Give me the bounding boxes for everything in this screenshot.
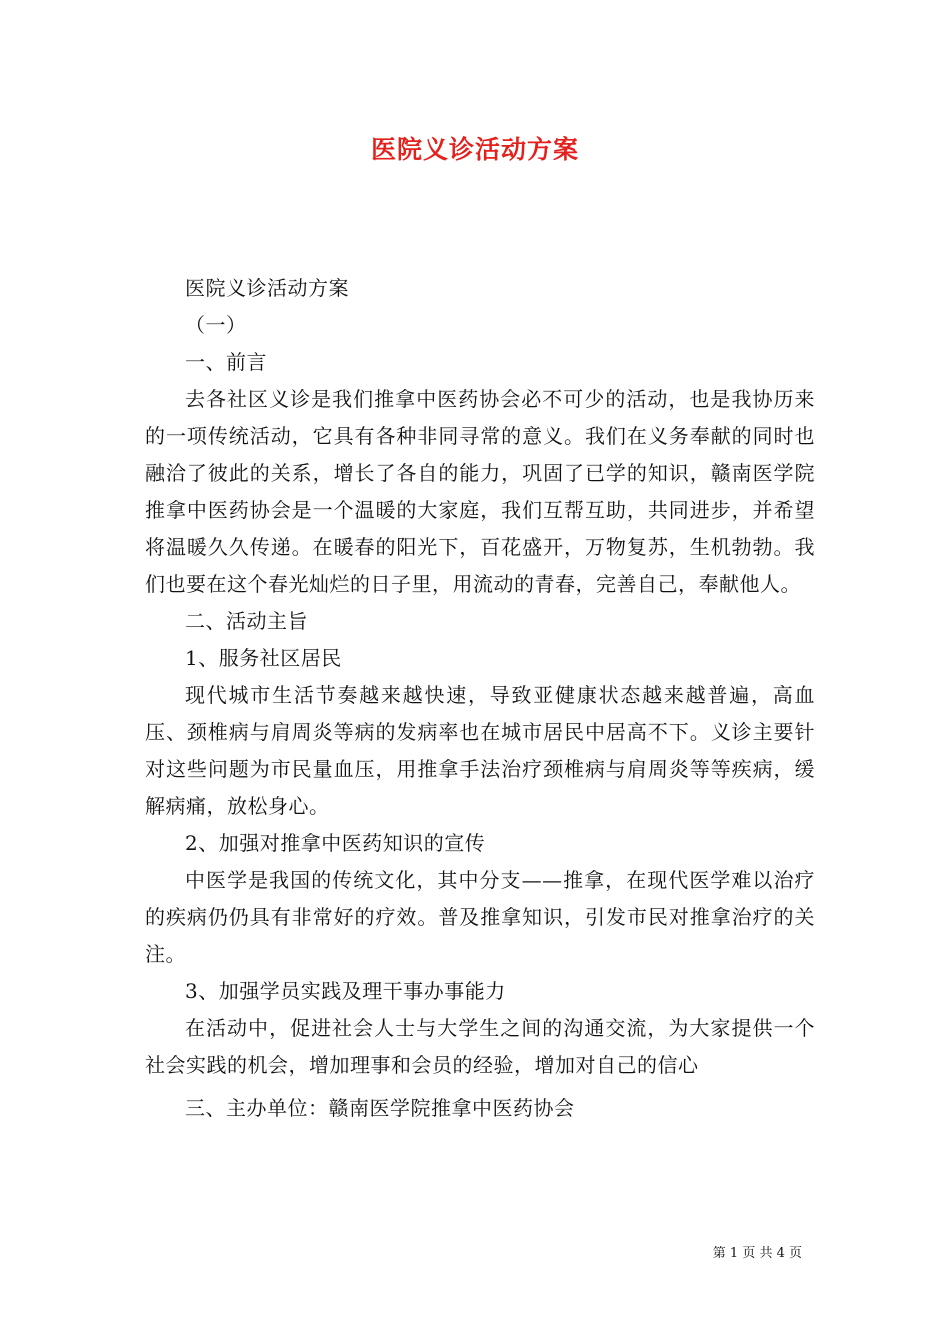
document-title: 医院义诊活动方案 <box>370 135 579 164</box>
section-heading-preface: 一、前言 <box>185 350 267 374</box>
subheading-practice-ability: 3、加强学员实践及理干事办事能力 <box>185 979 506 1003</box>
paragraph-serve-community: 现代城市生活节奏越来越快速，导致亚健康状态越来越普遍，高血压、颈椎病与肩周炎等病的发病率也在城市居民中居高不下。义诊主要针对这些问题为市民量血压，用推拿手法治疗颈椎病与肩周炎等等疾病，缓解病痛，放松身心。 <box>145 683 815 818</box>
paragraph-promote-knowledge: 中医学是我国的传统文化，其中分支——推拿，在现代医学难以治疗的疾病仍仍具有非常好的疗效。普及推拿知识，引发市民对推拿治疗的关注。 <box>145 868 815 966</box>
section-number: （一） <box>185 313 247 337</box>
paragraph-practice-ability: 在活动中，促进社会人士与大学生之间的沟通交流，为大家提供一个社会实践的机会，增加理事和会员的经验，增加对自己的信心 <box>145 1016 815 1077</box>
page-number: 第 1 页 共 4 页 <box>712 1246 802 1261</box>
body-heading: 医院义诊活动方案 <box>185 276 349 300</box>
paragraph-preface: 去各社区义诊是我们推拿中医药协会必不可少的活动，也是我协历来的一项传统活动，它具有各种非同寻常的意义。我们在义务奉献的同时也融洽了彼此的关系，增长了各自的能力，巩固了已学的知识，赣南医学院推拿中医药协会是一个温暖的大家庭，我们互帮互助，共同进步，并希望将温暖久久传递。在暖春的阳光下，百花盛开，万物复苏，生机勃勃。我们也要在这个春光灿烂的日子里，用流动的青春，完善自己，奉献他人。 <box>145 387 815 596</box>
section-heading-organizer: 三、主办单位：赣南医学院推拿中医药协会 <box>185 1096 575 1120</box>
section-heading-purpose: 二、活动主旨 <box>185 609 308 633</box>
document-body <box>145 270 815 1127</box>
subheading-serve-community: 1、服务社区居民 <box>185 646 342 670</box>
subheading-promote-knowledge: 2、加强对推拿中医药知识的宣传 <box>185 831 486 855</box>
